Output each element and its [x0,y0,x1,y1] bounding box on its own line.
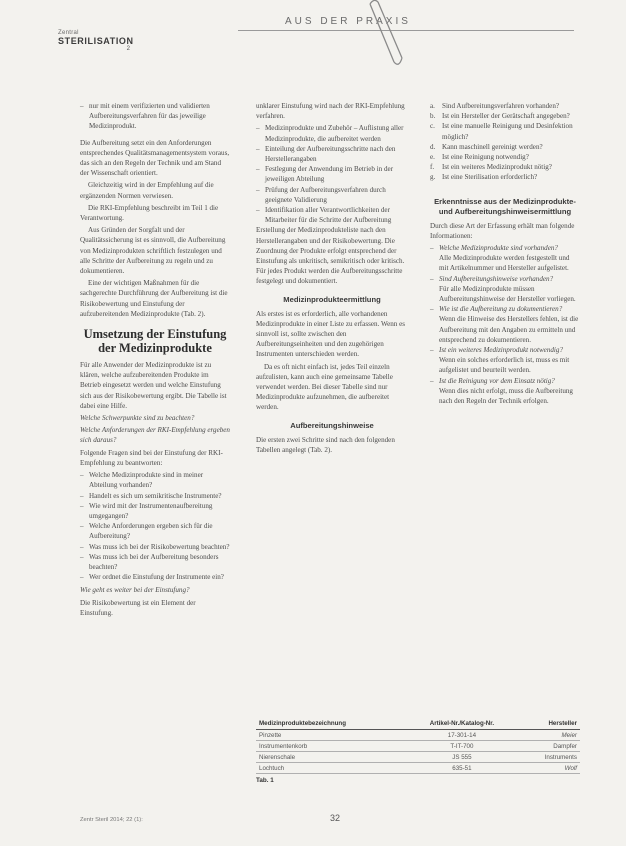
question-italic: Welche Schwerpunkte sind zu beachten? [80,414,195,423]
question-list [80,470,230,582]
paragraph: Durch diese Art der Erfassung erhält man folgende Informationen: [430,221,575,240]
list-marker: f. [430,163,435,172]
list-item: – Identifikation aller Verantwortlichkeiten der Mitarbeiter für die Schritte der Aufbereitung [256,205,408,225]
list-item [430,376,580,407]
section-heading: Umsetzung der Einstufung der Medizinprodukte [83,327,227,356]
journal-logo [58,30,148,52]
paragraph: Erstellung der Medizinprodukteliste nach den Herstellerangaben und der Risikobewertung. Die Zuordnung der Produkte erfolgt entsprechend der Einstufung als unkritisch, semikritisch oder kritisch. Für jedes Produkt werden die Aufbereitungsschritte festgelegt und dokumentiert. [256,226,405,286]
list-text: Ist eine Sterilisation erforderlich? [442,173,538,182]
intro-list [80,101,230,132]
list-item [430,162,580,172]
list-item [430,345,580,376]
list-item [430,274,580,305]
finding-answer: Wenn ein solches erforderlich ist, muss es mit aufgelistet und beurteilt werden. [439,356,570,375]
list-item: – nur mit einem verifizierten und validierten Aufbereitungsverfahren für das jeweilige Medizinprodukt. [80,101,230,132]
paragraph: Die Aufbereitung setzt ein den Anforderungen entsprechendes Qualitätsmanagementsystem voraus, das sich an den Regeln der Technik und am Stand der Wissenschaft orientiert. [80,138,230,178]
list-item: – Handelt es sich um semikritische Instrumente? [80,491,230,501]
column-2 [256,101,408,457]
table-cell: Instruments [518,752,580,763]
table-caption: Tab. 1 [256,777,274,784]
table-cell: T-IT-700 [405,741,518,752]
list-item [430,101,580,111]
table-cell: Instrumentenkorb [256,741,405,752]
column-1 [80,101,230,620]
bullet-list [256,123,408,225]
page-number: 32 [330,813,341,823]
finding-question: – Ist ein weiteres Medizinprodukt notwendig? [439,346,563,355]
list-marker: a. [430,102,435,110]
table-cell: Nierenschale [256,752,405,763]
list-marker: g. [430,173,436,182]
column-header: Hersteller [518,718,580,730]
paragraph: Die RKI-Empfehlung beschreibt im Teil 1 die Verantwortung. [80,203,219,223]
list-item: – Festlegung der Anwendung im Betrieb in der jeweiligen Abteilung [256,164,408,184]
list-marker: e. [430,153,435,162]
table-row [256,752,580,763]
paragraph: Gleichzeitig wird in der Empfehlung auf die ergänzenden Normen verwiesen. [80,181,214,200]
paragraph: Aus Gründen der Sorgfalt und der Qualitätssicherung ist es sinnvoll, die Aufbereitung von Medizinprodukten schriftlich festzulegen und alle Schritte der Aufbereitung zu regeln und zu dokumentieren. [80,226,226,276]
section-title: AUS DER PRAXIS [285,16,411,27]
table-cell: Pinzette [256,730,405,741]
findings-list [430,243,580,406]
column-header: Medizinproduktebezeichnung [256,718,405,730]
list-marker: c. [430,122,435,131]
list-item [430,111,580,121]
list-item: – Wer ordnet die Einstufung der Instrumente ein? [80,572,230,582]
list-item: – Welche Anforderungen ergeben sich für die Aufbereitung? [80,521,230,541]
table-cell: Dampfer [518,741,580,752]
table-cell: Wolf [518,763,580,774]
finding-answer: Wenn dies nicht erfolgt, muss die Aufbereitung nach den Regeln der Technik erfolgen. [439,386,573,406]
product-table [256,718,580,784]
list-text: Sind Aufbereitungsverfahren vorhanden? [442,102,560,110]
finding-question: – Sind Aufbereitungshinweise vorhanden? [439,274,554,283]
list-item [430,304,580,345]
list-marker: d. [430,142,436,151]
list-text: Ist eine Reinigung notwendig? [442,153,529,162]
finding-question: – Ist die Reinigung vor dem Einsatz nötig? [439,376,555,385]
question-list [430,101,580,183]
table-cell: Meier [518,730,580,741]
logo-number: 2 [126,46,130,52]
list-item [430,172,580,182]
list-text: Ist ein Hersteller der Gerätschaft angegeben? [442,112,570,121]
table-cell: 635-51 [405,763,518,774]
subsection-heading: Medizinprodukteermittlung [283,294,381,304]
list-item [430,243,580,274]
table-row [256,741,580,752]
question-italic: Wie geht es weiter bei der Einstufung? [80,586,190,595]
paragraph: Die ersten zwei Schritte sind nach den folgenden Tabellen angelegt (Tab. 2). [256,435,395,454]
table-row [256,730,580,741]
list-item [430,142,580,152]
list-item: – Einteilung der Aufbereitungsschritte nach den Herstellerangaben [256,144,408,164]
subsection-heading: Aufbereitungshinweise [290,420,374,430]
finding-question: – Welche Medizinprodukte sind vorhanden? [439,244,558,253]
list-item: – Medizinprodukte und Zubehör – Auflistung aller Medizinprodukte, die aufbereitet werden [256,123,408,143]
list-item: – Welche Medizinprodukte sind in meiner Abteilung vorhanden? [80,470,230,490]
paragraph: Als erstes ist es erforderlich, alle vorhandenen Medizinprodukte in einer Liste zu erfassen. Wenn es sinnvoll ist, sollte zwischen den Aufbereitungseinheiten und den zugehörigen Instrumenten unterschieden werden. [256,309,406,359]
finding-answer: Wenn die Hinweise des Herstellers fehlen, ist die Aufbereitung mit den Angaben zu ermitteln und entsprechend zu dokumentieren. [439,315,579,344]
paragraph: Da es oft nicht einfach ist, jedes Teil einzeln aufzulisten, kann auch eine gemeinsame Tabelle verwendet werden. Bei dieser Tabelle sind nur Medizinprodukte aufzunehmen, die aufbereitet werden. [256,362,393,412]
list-item: – Was muss ich bei der Aufbereitung besonders beachten? [80,552,230,572]
list-text: Ist eine manuelle Reinigung und Desinfektion möglich? [442,122,573,141]
finding-answer: Alle Medizinprodukte werden festgestellt und mit Artikelnummer und Hersteller aufgelistet. [439,254,570,273]
question-italic: Welche Anforderungen der RKI-Empfehlung ergeben sich daraus? [80,426,230,445]
finding-answer: Für alle Medizinprodukte müssen Aufbereitungshinweise der Hersteller vorliegen. [439,284,576,304]
table [256,718,580,774]
list-item [430,152,580,162]
list-item [430,121,580,141]
list-marker: b. [430,112,436,121]
table-row [256,763,580,774]
finding-question: – Wie ist die Aufbereitung zu dokumentieren? [439,305,563,314]
table-header-row [256,718,580,730]
table-cell: JS 555 [405,752,518,763]
table-cell: Lochtuch [256,763,405,774]
subsection-heading: Erkenntnisse aus der Medizinprodukte- und Aufbereitungshinweisermittlung [434,196,576,216]
paragraph: Die Risikobewertung ist ein Element der Einstufung. [80,598,196,617]
list-text: Kann maschinell gereinigt werden? [442,142,543,151]
logo-top-text: Zentral [58,30,79,36]
paragraph: Für alle Anwender der Medizinprodukte ist zu klären, welche aufzubereitenden Produkte im Betrieb eingesetzt werden und welche Einstufung sich aus der Risikobewertung ergibt. Die Tabelle ist dabei eine Hilfe. [80,361,227,410]
footer-citation: Zentr Steril 2014; 22 (1): [80,817,143,823]
column-header: Artikel-Nr./Katalog-Nr. [405,718,518,730]
table-cell: 17-301-14 [405,730,518,741]
list-text: Ist ein weiteres Medizinprodukt nötig? [442,163,552,172]
list-item: – Prüfung der Aufbereitungsverfahren durch geeignete Validierung [256,185,408,205]
list-item: – Was muss ich bei der Risikobewertung beachten? [80,542,230,552]
column-3 [430,101,580,406]
list-item: – Wie wird mit der Instrumentenaufbereitung umgegangen? [80,501,230,521]
paragraph: unklarer Einstufung wird nach der RKI-Empfehlung verfahren. [256,102,405,121]
paragraph: Folgende Fragen sind bei der Einstufung der RKI-Empfehlung zu beantworten: [80,448,223,467]
paragraph: Eine der wichtigen Maßnahmen für die sachgerechte Durchführung der Aufbereitung ist die Risikobewertung und Einstufung der aufzubereitenden Medizinprodukte (Tab. 2). [80,279,228,318]
logo-main-text: STERILISATION [58,36,134,46]
paper-clip-icon [352,0,412,70]
